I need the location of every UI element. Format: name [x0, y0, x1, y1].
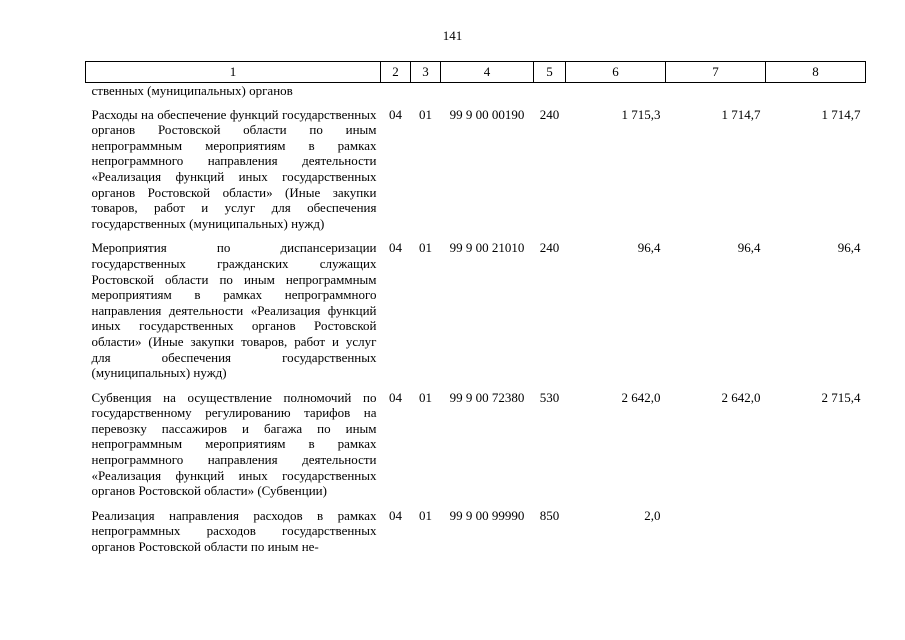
row-pr: 01 — [419, 507, 432, 523]
table-row — [86, 240, 866, 389]
header-row — [86, 62, 866, 83]
row-rz: 04 — [389, 106, 402, 122]
row-year1: 96,4 — [637, 240, 661, 256]
row-csr: 99 9 00 00190 — [449, 106, 525, 122]
row-year3 — [766, 508, 866, 564]
budget-table — [85, 61, 866, 564]
row-description: Мероприятия по диспансеризации государственных гражданских служащих Ростовской области по иным непрограммным мероприятиям в рамках непрограммного направления деятельности «Реализация функций иных государственных органов Ростовской области» (Иные закупки товаров, работ и услуг для обеспечения государственных (муниципальных) нужд) — [91, 240, 377, 381]
row-year3: 2 715,4 — [821, 389, 861, 405]
row-vr: 530 — [539, 389, 560, 405]
row-description: Субвенция на осуществление полномочий по государственному регулированию тарифов на перевозку пассажиров и багажа по иным непрограммным мероприятиям в рамках непрограммного направления деятельности «Реализация функций иных государственных органов Ростовской области» (Субвенции) — [91, 389, 377, 499]
row-year2: 1 714,7 — [721, 106, 761, 122]
row-csr: 99 9 00 99990 — [449, 507, 525, 523]
row-pr: 01 — [419, 106, 432, 122]
col-header-8: 8 — [766, 62, 866, 83]
row-year2: 2 642,0 — [721, 389, 761, 405]
col-header-6: 6 — [566, 62, 666, 83]
row-year3: 1 714,7 — [821, 106, 861, 122]
col-header-7: 7 — [666, 62, 766, 83]
table-row — [86, 508, 866, 564]
row-year1: 2,0 — [644, 507, 661, 523]
page-number: 141 — [442, 28, 463, 43]
col-header-3: 3 — [411, 62, 441, 83]
row-rz: 04 — [389, 507, 402, 523]
table-row — [86, 390, 866, 508]
row-pr: 01 — [419, 389, 432, 405]
col-header-2: 2 — [381, 62, 411, 83]
row-year2: 96,4 — [737, 240, 761, 256]
col-header-1: 1 — [86, 62, 381, 83]
table-row — [86, 107, 866, 241]
row-csr: 99 9 00 21010 — [449, 240, 525, 256]
continuation-row — [86, 83, 866, 107]
col-header-5: 5 — [534, 62, 566, 83]
row-year1: 2 642,0 — [621, 389, 661, 405]
row-description: Реализация направления расходов в рамках непрограммных расходов государственных органов Ростовской области по иным не- — [91, 507, 377, 555]
continuation-text: ственных (муниципальных) органов — [91, 83, 293, 98]
row-year1: 1 715,3 — [621, 106, 661, 122]
row-rz: 04 — [389, 240, 402, 256]
row-csr: 99 9 00 72380 — [449, 389, 525, 405]
row-rz: 04 — [389, 389, 402, 405]
row-vr: 240 — [539, 106, 560, 122]
col-header-4: 4 — [441, 62, 534, 83]
row-description: Расходы на обеспечение функций государственных органов Ростовской области по иным непрограммным мероприятиям в рамках непрограммного направления деятельности «Реализация функций иных государственных органов Ростовской области» (Иные закупки товаров, работ и услуг для обеспечения государственных (муниципальных) нужд) — [91, 106, 377, 231]
row-vr: 850 — [539, 507, 560, 523]
row-year3: 96,4 — [837, 240, 861, 256]
row-vr: 240 — [539, 240, 560, 256]
row-pr: 01 — [419, 240, 432, 256]
row-year2 — [666, 508, 766, 564]
